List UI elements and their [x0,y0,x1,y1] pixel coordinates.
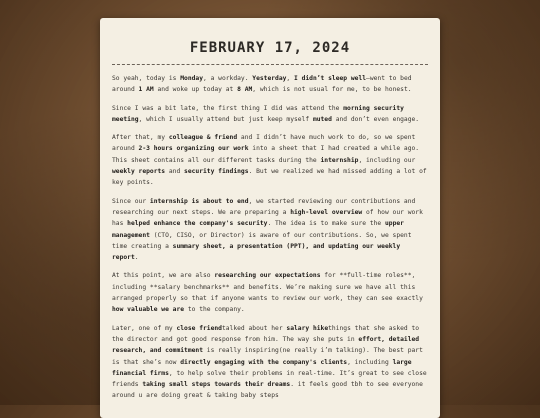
body-text: talked about her [221,324,287,332]
body-text: is really inspiring(ne really i’m talking). The best part is that she’s now [112,347,423,366]
emphasis-text: Yesterday [252,75,287,82]
emphasis-text: colleague & friend [168,134,238,142]
body-text: things that she asked to the director and got good response from him. The way she puts in [112,324,420,343]
body-text: , which is not usual for me, to be honest. [252,86,412,94]
emphasis-text: security findings [184,168,249,176]
emphasis-text: directly engaging with the company's clients [180,358,348,366]
journal-page [100,18,440,418]
emphasis-text: 2-3 hours organizing our work [138,145,249,153]
body-text: into a sheet that I had created a while ago. This sheet contains all our different tasks during the [112,145,420,164]
emphasis-text: researching our expectations [214,272,321,280]
body-text: At this point, we are also [112,272,215,280]
body-text: to the company. [184,306,245,314]
emphasis-text: helped enhance the company's security [127,220,268,228]
entry-paragraph [112,270,428,315]
body-text: , to help solve their problems in real-time. It’s great to see close friends [112,369,427,389]
body-text: and [165,168,185,176]
emphasis-text: internship is about to end [149,197,249,205]
entry-paragraph [112,196,428,264]
emphasis-text: I didn’t sleep well [294,75,367,82]
emphasis-text: morning security meeting [112,104,404,123]
emphasis-text: internship [320,156,359,164]
emphasis-text: Monday [180,75,203,82]
body-text: , including [347,358,393,366]
emphasis-text: effort, detailed research, and commitment [112,335,420,355]
emphasis-text: upper management [112,220,404,239]
entry-date-title: FEBRUARY 17, 2024 [189,40,351,56]
entry-paragraph [112,323,428,402]
body-text: and woke up today at [153,86,238,94]
body-text: . The idea is to make sure the [267,220,385,228]
body-text: , which I usually attend but just keep myself [138,115,313,123]
body-text: , a workday. [203,75,253,82]
entry-paragraph [112,73,428,96]
entry-paragraph [112,132,428,188]
body-text: Since our [112,197,150,205]
emphasis-text: how valuable we are [112,306,185,314]
emphasis-text: muted [312,115,332,123]
emphasis-text: salary hike [286,324,329,332]
emphasis-text: weekly reports [112,168,166,176]
emphasis-text: 8 AM [237,86,253,94]
emphasis-text: taking small steps towards their dreams [142,381,291,389]
journal-entry-body [112,73,428,402]
body-text: of how our work has [112,208,423,228]
body-text: Since I was a bit late, the first thing I did was attend the [112,104,344,112]
emphasis-text: large financial firms [112,358,412,377]
body-text: After that, my [112,134,169,142]
body-text: . it feels good tbh to see everyone around u are doing great & taking baby steps [112,381,423,400]
body-text: , [286,75,295,82]
body-text: and I didn’t have much work to do, so we spent around [112,134,416,153]
emphasis-text: 1 AM [138,86,154,94]
body-text: for **full-time roles**, including **salary benchmarks** and benefits. We’re making sure we have all this arranged properly so that if anyone wants to review our work, they can see exactly [112,272,423,303]
body-text: —went to bed around [112,75,412,94]
body-text: (CTO, CISO, or Director) is aware of our contributions. So, we spent time creating a [112,231,412,250]
body-text: and don’t even engage. [331,115,420,123]
body-text: So yeah, today is [112,75,181,82]
title-divider [112,64,428,65]
emphasis-text: summary sheet, a presentation (PPT), and updating our weekly report [112,242,401,262]
entry-paragraph [112,103,428,126]
emphasis-text: close friend [176,324,222,332]
emphasis-text: high-level overview [290,208,363,216]
body-text: . But we realized we had missed adding a lot of key points. [112,168,427,187]
body-text: , including our [358,156,416,164]
body-text: . [134,254,139,262]
body-text: Later, one of my [112,324,177,332]
body-text: , we started reviewing our contributions and researching our next steps. We are preparing a [112,197,416,216]
